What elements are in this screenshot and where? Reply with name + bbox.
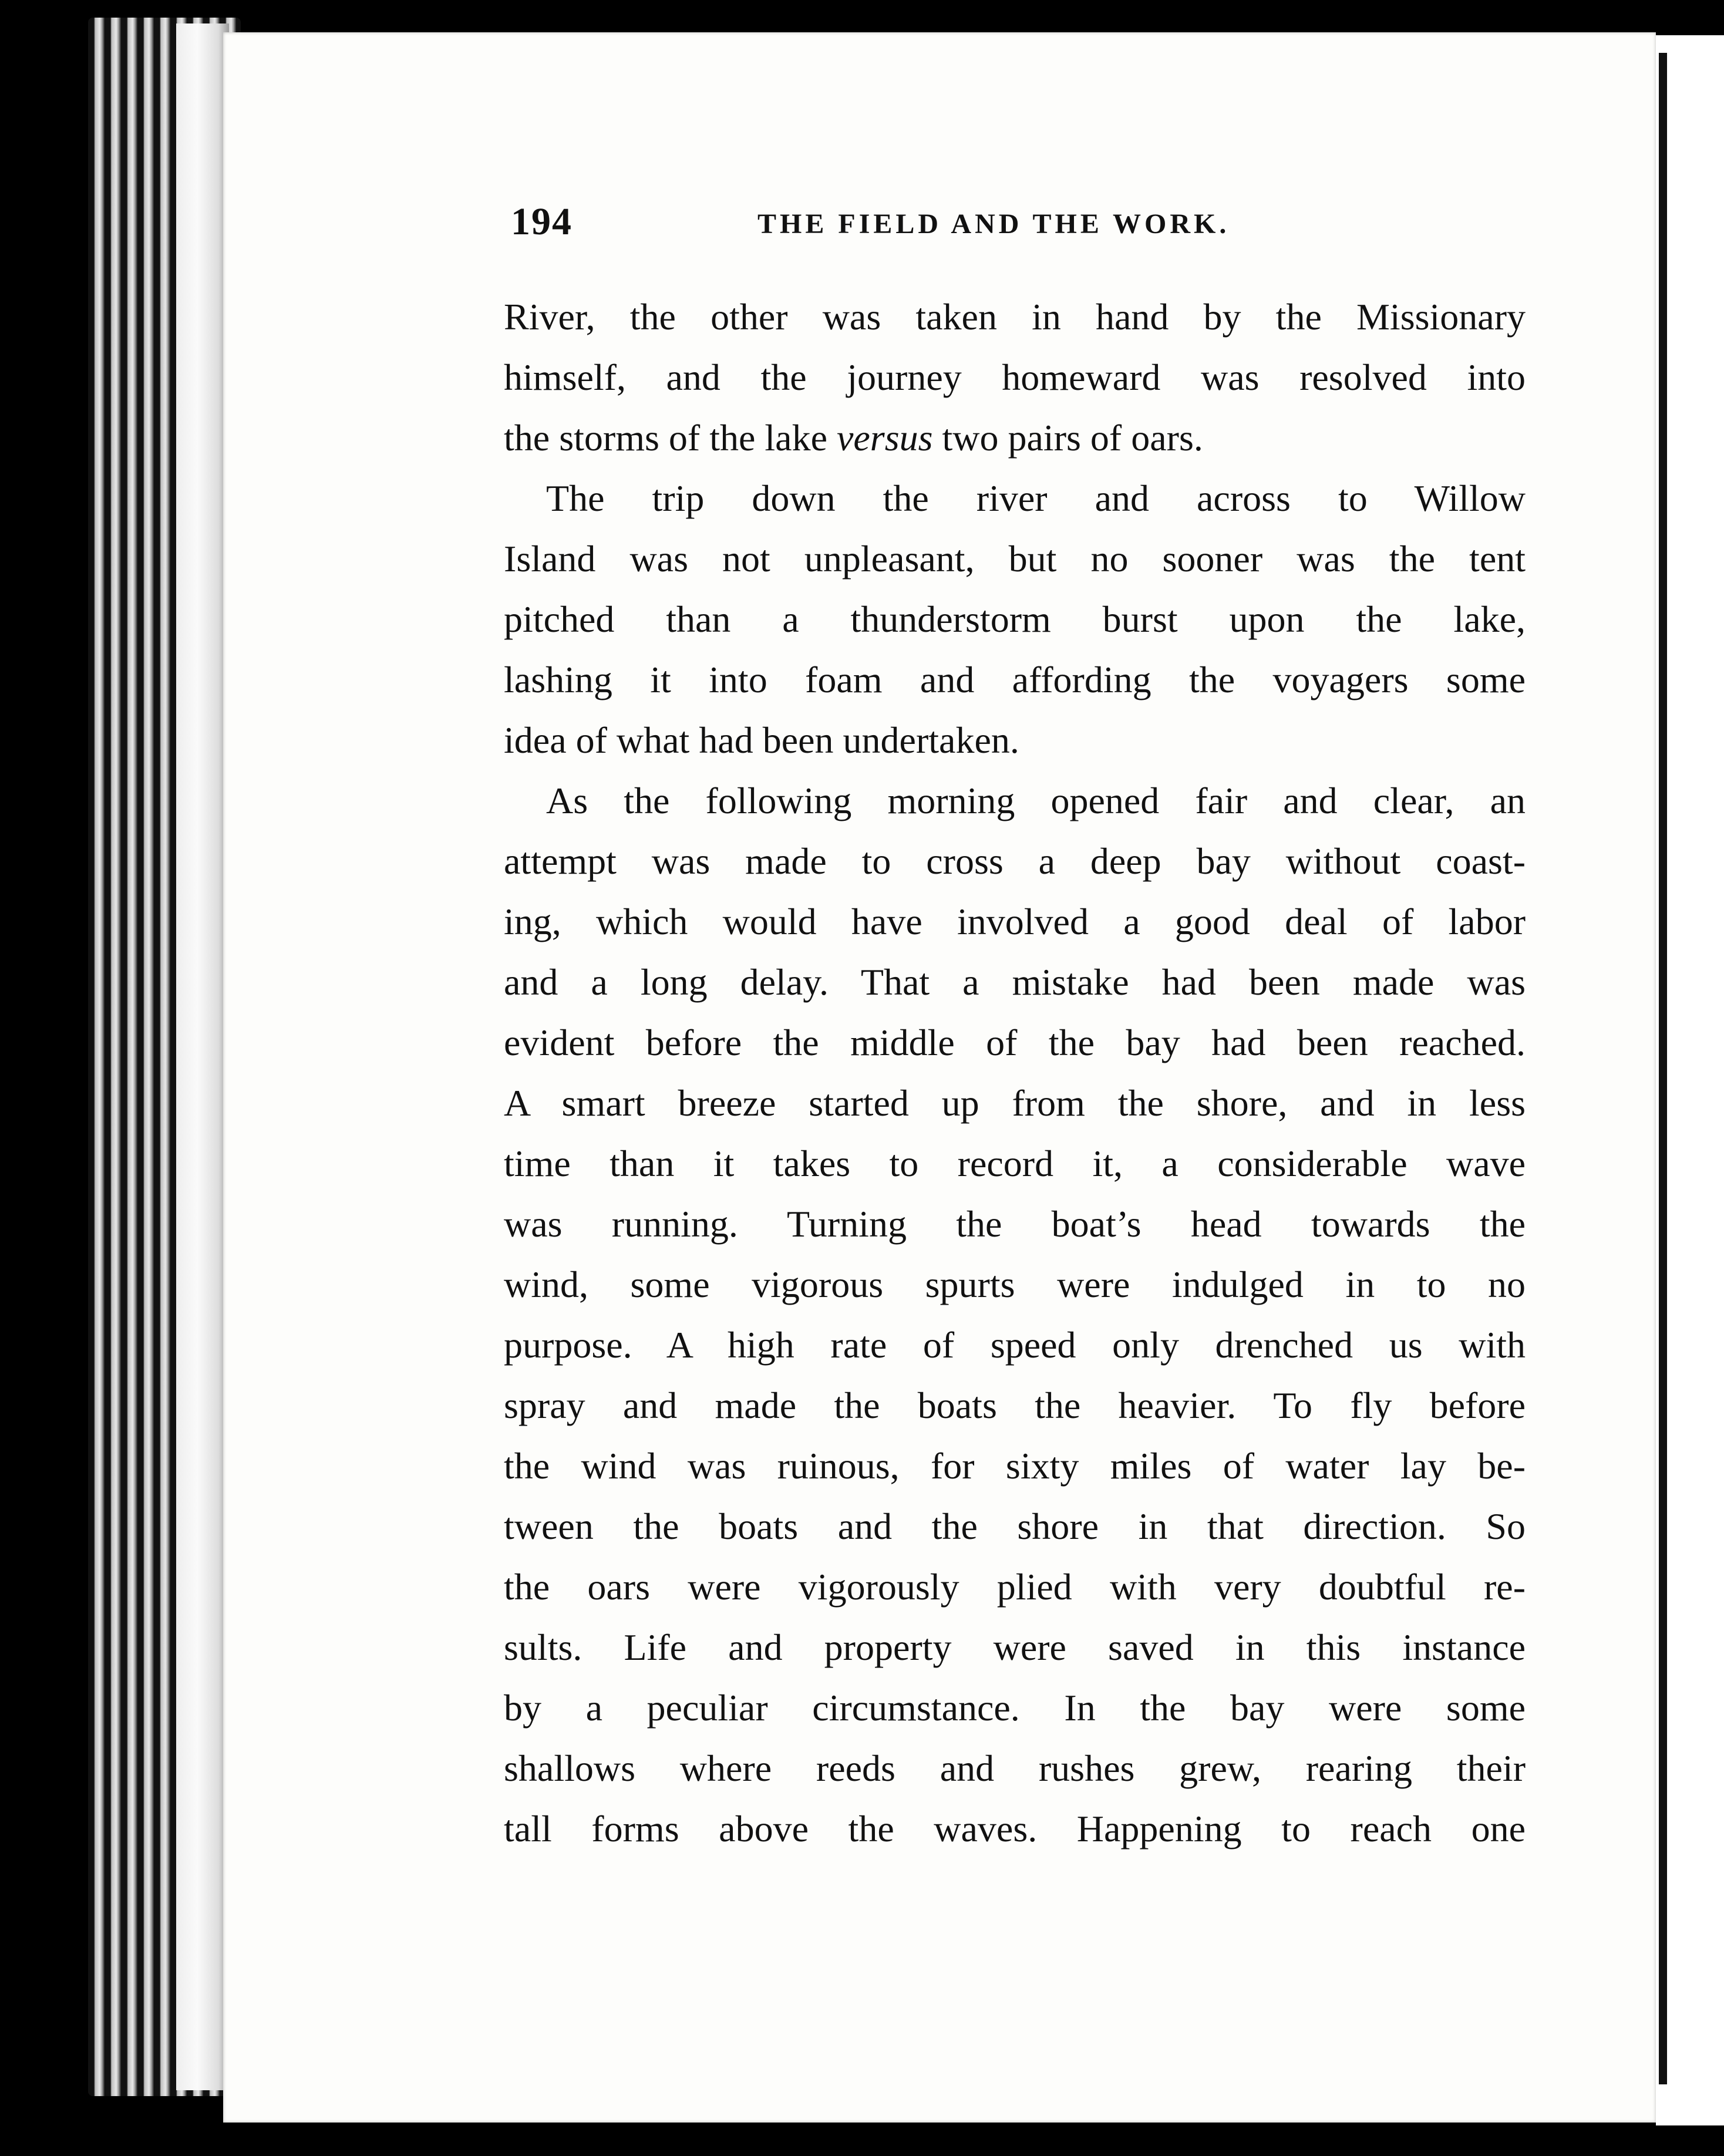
text-line: the wind was ruinous, for sixty miles of water lay be- <box>504 1445 1526 1487</box>
text-line: attempt was made to cross a deep bay without coast- <box>504 840 1526 882</box>
text-line-versus <box>504 407 1526 468</box>
text-line: shallows where reeds and rushes grew, rearing their <box>504 1747 1526 1789</box>
text-line: himself, and the journey homeward was resolved into <box>504 356 1526 398</box>
italic-word: versus <box>836 417 933 459</box>
text-line: Island was not unpleasant, but no sooner was the tent <box>504 538 1526 580</box>
text-fragment: the storms of the lake <box>504 417 837 459</box>
page-number: 194 <box>511 200 573 243</box>
text-line: idea of what had been undertaken. <box>504 719 1019 761</box>
text-line: the oars were vigorously plied with very doubtful re- <box>504 1566 1526 1608</box>
text-line: The trip down the river and across to Willow <box>546 477 1526 519</box>
text-line: lashing it into foam and affording the voyagers some <box>504 659 1526 700</box>
text-line: was running. Turning the boat’s head towards the <box>504 1203 1526 1245</box>
text-line: A smart breeze started up from the shore, and in less <box>504 1082 1526 1124</box>
text-line: spray and made the boats the heavier. To fly before <box>504 1384 1526 1426</box>
text-line: tween the boats and the shore in that direction. So <box>504 1505 1526 1547</box>
text-line: pitched than a thunderstorm burst upon the lake, <box>504 598 1526 640</box>
book-page-edges-inner <box>176 23 229 2090</box>
running-head <box>511 200 1321 252</box>
text-line: purpose. A high rate of speed only drenched us with <box>504 1324 1526 1366</box>
facing-page-shadow <box>1659 53 1667 2084</box>
text-line: and a long delay. That a mistake had been made was <box>504 961 1526 1003</box>
text-line: wind, some vigorous spurts were indulged in to no <box>504 1264 1526 1305</box>
text-line: evident before the middle of the bay had been reached. <box>504 1022 1526 1063</box>
text-line: sults. Life and property were saved in this instance <box>504 1626 1526 1668</box>
text-line: As the following morning opened fair and clear, an <box>546 780 1526 821</box>
body-text <box>504 287 1526 1859</box>
text-line: ing, which would have involved a good deal of labor <box>504 901 1526 942</box>
running-title: THE FIELD AND THE WORK. <box>757 208 1230 240</box>
text-fragment: two pairs of oars. <box>932 417 1203 459</box>
text-line: time than it takes to record it, a considerable wave <box>504 1143 1526 1184</box>
text-line: tall forms above the waves. Happening to reach one <box>504 1808 1526 1850</box>
text-line: by a peculiar circumstance. In the bay were some <box>504 1687 1526 1729</box>
text-line: River, the other was taken in hand by the Missionary <box>504 296 1526 338</box>
